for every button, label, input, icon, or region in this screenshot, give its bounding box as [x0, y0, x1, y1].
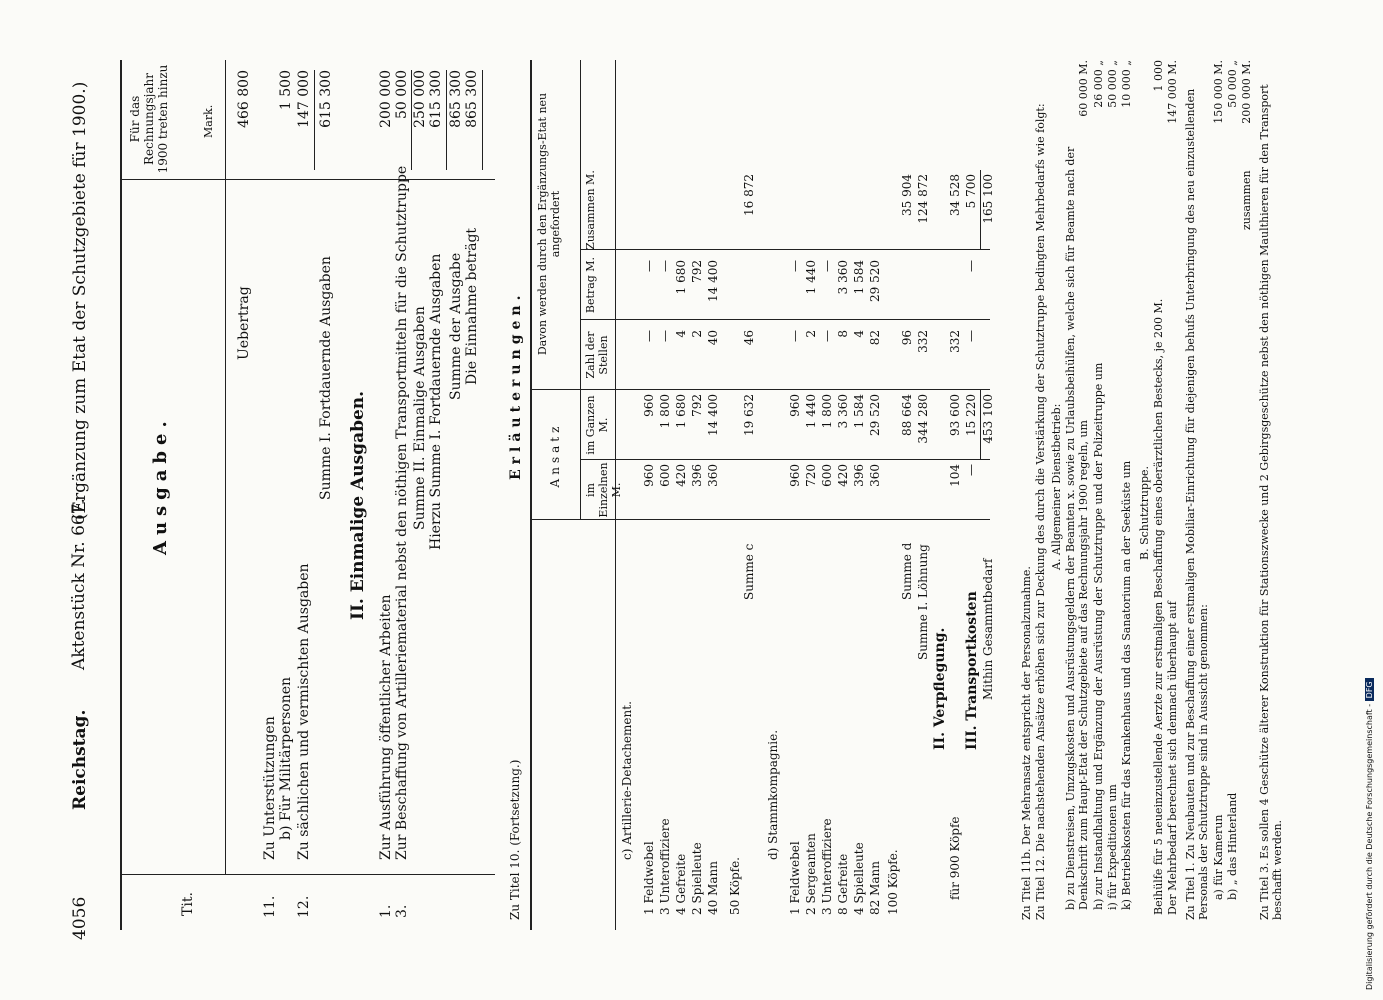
summe-d-ganzen: 88 664: [900, 394, 914, 436]
note-t1: Zu Titel 1. Zu Neubauten und zur Beschaffung einer erstmaligen Mobiliar-Einrichtung für diejenigen behufs Unterbringung des neu einzustellenden Personals der Schutztruppe sind in Aussicht genommen:: [1184, 88, 1210, 920]
note-a-b: b) zu Dienstreisen, Umzugskosten und Ausrüstungsgeldern der Beamten x. sowie zu Urlaubsbeihülfen, welche sich für Beamte nach der Denkschrift zum Haupt-Etat der Schutzgebiete auf das Rechnungsjahr 1900 regeln, um: [1064, 146, 1090, 910]
note-b-text2: Der Mehrbedarf berechnet sich demnach überhaupt auf: [1166, 601, 1179, 915]
row-d-betrag: 1 584: [852, 260, 866, 295]
value-11b: 1 500: [278, 70, 294, 111]
row-d-betrag: 1 440: [804, 260, 818, 295]
transport-zusammen: 5 700: [964, 174, 978, 209]
erl-table-top: [530, 60, 532, 930]
col-einzelnen: im Einzelnen M.: [584, 462, 623, 518]
summe-ausgabe-value: 865 300: [448, 70, 464, 128]
verpflegung-ganzen: 93 600: [948, 394, 962, 436]
row-d-einzeln: 360: [868, 464, 882, 487]
koepfe-d: 100 Köpfe.: [886, 849, 900, 915]
row-d-ganzen: 1 584: [852, 394, 866, 429]
uebertrag-label: Uebertrag: [236, 286, 252, 360]
row-d-ganzen: 960: [788, 394, 802, 417]
dfg-sideband-text: Digitalisierung gefördert durch die Deutsche Forschungsgemeinschaft -: [1365, 703, 1374, 990]
row-d-einzeln: 600: [820, 464, 834, 487]
koepfe-c: 50 Köpfe.: [728, 857, 742, 915]
gesamt-label: Mithin Gesammtbedarf: [981, 558, 995, 700]
note-a-title: A. Allgemeiner Dienstbetrieb:: [1050, 403, 1063, 570]
verpflegung-einzeln: 104: [948, 464, 962, 487]
row-c-einzeln: 396: [690, 464, 704, 487]
note-t1-a-value: 150 000 M.: [1212, 60, 1225, 124]
header-rule: [225, 60, 226, 875]
note-11b: Zu Titel 11b. Der Mehransatz entspricht der Personalzunahme.: [1020, 566, 1033, 920]
row-d-zahl: 4: [852, 330, 866, 338]
summe-d-zahl: 96: [900, 330, 914, 346]
table-top-rule: [120, 60, 122, 930]
col-year-header: Für das Rechnungsjahr 1900 treten hinzu: [128, 64, 170, 174]
row-c-ganzen: 1 680: [674, 394, 688, 429]
col-zusammen: Zusammen M.: [584, 170, 597, 250]
row-d-einzeln: 420: [836, 464, 850, 487]
row-c-ganzen: 960: [642, 394, 656, 417]
row-c-ganzen: 14 400: [706, 394, 720, 436]
einnahme-label: Die Einnahme beträgt: [464, 227, 480, 385]
row-d-label: 4 Spielleute: [852, 842, 866, 915]
sum-rule-3: [446, 70, 447, 170]
transport-title: III. Transportkosten: [964, 591, 980, 750]
summe2-label: Summe II. Einmalige Ausgaben: [412, 306, 428, 530]
note-t1-a: a) für Kamerun: [1212, 814, 1225, 900]
row-d-einzeln: 396: [852, 464, 866, 487]
erl-sub-rule: [580, 60, 581, 520]
hierzu-value: 615 300: [428, 70, 444, 128]
parliament-label: Reichstag.: [70, 709, 90, 810]
transport-zahl: —: [964, 330, 978, 342]
transport-ganzen: 15 220: [964, 394, 978, 436]
sum-rule-1: [314, 70, 315, 170]
row-d-einzeln: 720: [804, 464, 818, 487]
summe-c-zusammen: 16 872: [742, 174, 756, 216]
note-b-text: Beihülfe für 5 neueinzustellende Aerzte zur erstmaligen Beschaffung eines oberärztlichen Bestecks, je 200 M.: [1152, 298, 1165, 915]
dfg-logo: DFG: [1365, 678, 1374, 701]
note-t1-b: b) „ das Hinterland: [1226, 792, 1239, 900]
document-subtitle: (Ergänzung zum Etat der Schutzgebiete für 1900.): [70, 81, 90, 520]
row2-text-3: Zur Beschaffung von Artilleriematerial nebst den nöthigen Transportmitteln für die Schutztruppe: [394, 165, 410, 860]
row-c-label: 40 Mann: [706, 861, 720, 915]
summe1-loehnung-label: Summe I. Löhnung: [916, 544, 930, 660]
row-d-ganzen: 29 520: [868, 394, 882, 436]
row-c-label: 2 Spielleute: [690, 842, 704, 915]
summe-c-zahl: 46: [742, 330, 756, 346]
row-d-betrag: —: [788, 260, 802, 272]
row-d-zahl: 2: [804, 330, 818, 338]
row-d-label: 3 Unteroffiziere: [820, 818, 834, 915]
section2-title: II. Einmalige Ausgaben.: [348, 390, 368, 620]
verpflegung-title: II. Verpflegung.: [932, 627, 948, 750]
note-12: Zu Titel 12. Die nachstehenden Ansätze erhöhen sich zur Deckung des durch die Verstärkung der Schutztruppe bedingten Mehrbedarfs wie folgt:: [1034, 103, 1047, 920]
value2-1: 200 000: [378, 70, 394, 128]
row-c-ganzen: 792: [690, 394, 704, 417]
row-c-betrag: 792: [690, 260, 704, 283]
row-c-betrag: —: [658, 260, 672, 272]
note-a-i: i) für Expeditionen um: [1106, 784, 1119, 910]
row-c-zahl: 40: [706, 330, 720, 346]
row-c-betrag: 14 400: [706, 260, 720, 302]
note-a-b-value: 60 000 M.: [1077, 60, 1090, 117]
row-d-ganzen: 1 440: [804, 394, 818, 429]
row-c-einzeln: 420: [674, 464, 688, 487]
value2-3: 50 000: [394, 70, 410, 119]
value-column-rule: [120, 179, 495, 180]
summe-d-label: Summe d: [900, 542, 914, 600]
note-a-k-value: 10 000 „: [1120, 60, 1133, 108]
tit-3: 3.: [394, 904, 410, 918]
document-number: Aktenstück Nr. 667.: [69, 498, 89, 670]
row-c-einzeln: 960: [642, 464, 656, 487]
col-unit-header: Mark.: [202, 104, 215, 138]
summe1-label: Summe I. Fortdauernde Ausgaben: [318, 256, 334, 500]
note-b-title: B. Schutztruppe.: [1138, 465, 1151, 560]
row-c-zahl: —: [642, 330, 656, 342]
note-t1-sum-label: zusammen: [1240, 170, 1253, 230]
verpflegung-zusammen: 34 528: [948, 174, 962, 216]
note-t1-b-value: 50 000 „: [1226, 60, 1239, 108]
col-ansatz: Ansatz: [548, 422, 562, 488]
row-d-zahl: 8: [836, 330, 850, 338]
col-betrag: Betrag M.: [584, 256, 597, 314]
row-d-ganzen: 3 360: [836, 394, 850, 429]
row-d-label: 82 Mann: [868, 861, 882, 915]
row-d-zahl: —: [788, 330, 802, 342]
row-c-zahl: 4: [674, 330, 688, 338]
summe1-loehnung-ganzen: 344 280: [916, 394, 930, 444]
row-text-11: Zu Unterstützungen: [262, 716, 278, 860]
dfg-sideband: [1365, 678, 1374, 990]
col-ganzen: im Ganzen M.: [584, 395, 610, 455]
section-c-title: c) Artillerie-Detachement.: [620, 701, 634, 860]
note-t1-sum-value: 200 000 M.: [1240, 60, 1253, 124]
note-t3: Zu Titel 3. Es sollen 4 Geschütze älterer Konstruktion für Stationszwecke und 2 Gebirgsgeschütze nebst den nöthigen Maulthieren für den Transport beschafft werden.: [1258, 84, 1284, 920]
ausgabe-title: Ausgabe.: [150, 415, 171, 555]
verpflegung-zahl: 332: [948, 330, 962, 353]
row-d-betrag: 29 520: [868, 260, 882, 302]
summe1-loehnung-zahl: 332: [916, 330, 930, 353]
section-d-title: d) Stammkompagnie.: [766, 729, 780, 860]
gesamt-ganzen: 453 100: [981, 394, 995, 444]
row-d-betrag: 3 360: [836, 260, 850, 295]
row-d-label: 2 Sergeanten: [804, 833, 818, 915]
note-b-value: 1 000: [1152, 60, 1165, 92]
einnahme-value: 865 300: [464, 70, 480, 128]
col-davon: Davon werden durch den Ergänzungs-Etat neu angefordert: [536, 92, 562, 356]
tit-12: 12.: [296, 895, 312, 918]
tit-1: 1.: [378, 904, 394, 918]
transport-betrag: —: [964, 260, 978, 272]
tit-11: 11.: [262, 895, 278, 918]
note-a-h: h) zur Instandhaltung und Ergänzung der Ausrüstung der Schutztruppe und der Polizeitruppe um: [1092, 362, 1105, 910]
erlaeuterungen-intro: Zu Titel 10. (Fortsetzung.): [508, 759, 522, 920]
row-d-label: 8 Gefreite: [836, 853, 850, 915]
note-a-i-value: 50 000 „: [1106, 60, 1119, 108]
row2-text-1: Zur Ausführung öffentlicher Arbeiten: [378, 594, 394, 860]
row-c-zahl: 2: [690, 330, 704, 338]
row-c-betrag: 1 680: [674, 260, 688, 295]
row-text-11b: b) Für Militärpersonen: [278, 676, 294, 840]
tit-column-rule: [120, 874, 495, 875]
summe1-loehnung-zusammen: 124 872: [916, 174, 930, 224]
summe-ausgabe-label: Summe der Ausgabe: [448, 252, 464, 400]
row-c-label: 3 Unteroffiziere: [658, 818, 672, 915]
value-12: 147 000: [296, 70, 312, 128]
summe2-value: 250 000: [412, 70, 428, 128]
row-d-einzeln: 960: [788, 464, 802, 487]
uebertrag-value: 466 800: [236, 70, 252, 128]
note-a-h-value: 26 000 „: [1092, 60, 1105, 108]
col-zahl: Zahl der Stellen: [584, 331, 610, 379]
note-b-value2: 147 000 M.: [1166, 60, 1179, 124]
row-d-zahl: 82: [868, 330, 882, 346]
sum-rule-4: [482, 70, 483, 170]
gesamt-zusammen: 165 100: [981, 174, 995, 224]
row-c-zahl: —: [658, 330, 672, 342]
row-c-einzeln: 360: [706, 464, 720, 487]
verpflegung-label: für 900 Köpfe: [948, 816, 962, 900]
row-d-betrag: —: [820, 260, 834, 272]
note-a-k: k) Betriebskosten für das Krankenhaus und das Sanatorium an der Seeküste um: [1120, 460, 1133, 910]
summe-d-zusammen: 35 904: [900, 174, 914, 216]
row-c-ganzen: 1 800: [658, 394, 672, 429]
row-d-zahl: —: [820, 330, 834, 342]
row-d-ganzen: 1 800: [820, 394, 834, 429]
summe-c-ganzen: 19 632: [742, 394, 756, 436]
row-c-einzeln: 600: [658, 464, 672, 487]
row-c-betrag: —: [642, 260, 656, 272]
transport-einzeln: —: [964, 464, 978, 476]
summe-c-label: Summe c: [742, 543, 756, 600]
row-text-12: Zu sächlichen und vermischten Ausgaben: [296, 563, 312, 860]
col-tit-header: Tit.: [180, 892, 196, 916]
summe1-value: 615 300: [318, 70, 334, 128]
page-number: 4056: [70, 896, 90, 940]
erlaeuterungen-title: Erläuterungen.: [508, 290, 524, 480]
row-c-label: 4 Gefreite: [674, 853, 688, 915]
hierzu-label: Hierzu Summe I. Fortdauernde Ausgaben: [428, 253, 444, 550]
row-d-label: 1 Feldwebel: [788, 841, 802, 915]
row-c-label: 1 Feldwebel: [642, 841, 656, 915]
